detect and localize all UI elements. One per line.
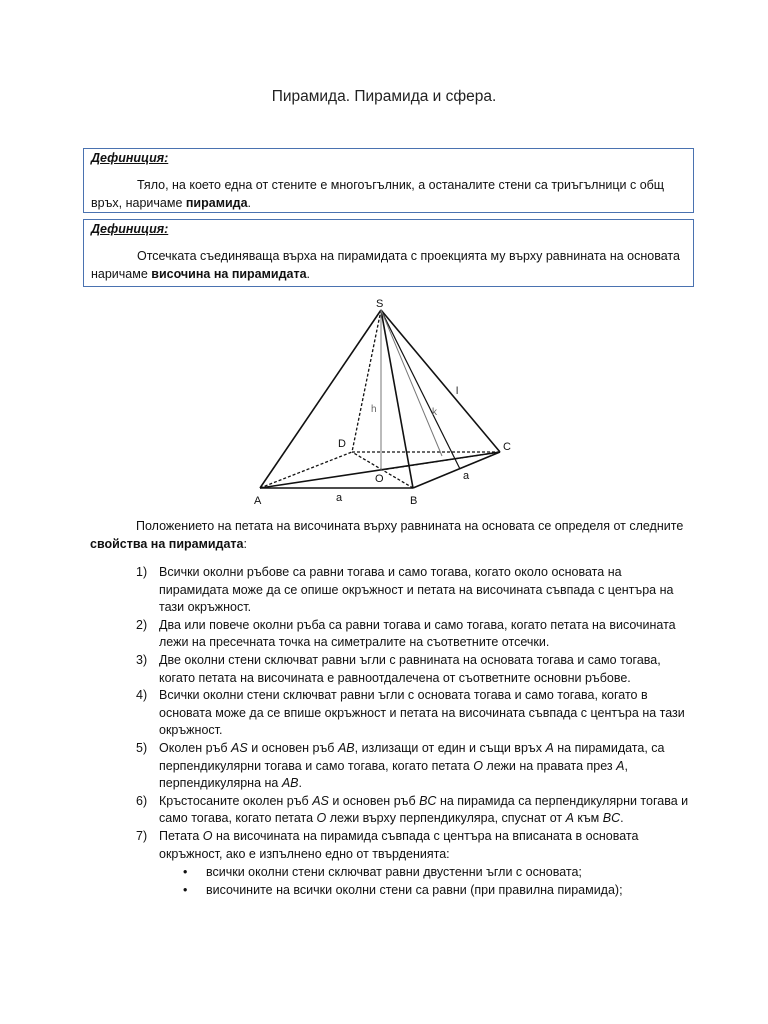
definition-text: Отсечката съединяваща върха на пирамидата с проекцията му върху равнината на основата наричаме височина на пирамидата.	[91, 249, 680, 281]
property-item: 5) Околен ръб AS и основен ръб AB, излизащи от един и същи връх A на пирамидата, са перпендикулярни тогава и само тогава, когато петата O лежи на правата през A, перпендикулярна на AB.	[136, 740, 665, 791]
edge-SB	[381, 310, 413, 488]
page-title: Пирамида. Пирамида и сфера.	[271, 88, 497, 105]
intro-term: свойства на пирамидата	[90, 537, 244, 551]
label-l: l	[456, 386, 459, 397]
property-item: 2) Два или повече околни ръба са равни тогава и само тогава, когато петата на височината лежи на пресечната точка на симетралите на съответните отсечки.	[136, 617, 676, 650]
slant-k	[381, 310, 442, 456]
definition-label: Дефиниция:	[91, 151, 169, 165]
label-D: D	[338, 438, 346, 450]
definition-box-pyramid	[83, 148, 694, 213]
property-item: 4) Всички околни стени сключват равни ъгли с основата тогава и само тогава, когато в основата може да се впише окръжност и петата на височината съвпада с центъра на тази окръжност.	[136, 688, 685, 738]
definition-label: Дефиниция:	[91, 222, 169, 236]
properties-list	[90, 564, 690, 899]
property-item: 6) Кръстосаните околен ръб AS и основен ръб BC на пирамида са перпендикулярни тогава и само тогава, когато петата O лежи върху перпендикуляра, спуснат от A към BC.	[136, 793, 689, 826]
bullet-item: • всички околни стени сключват равни двустенни ъгли с основата;	[183, 865, 582, 880]
bullet-item: • височините на всички околни стени са равни (при правилна пирамида);	[183, 883, 623, 898]
intro-paragraph: Положението на петата на височината върху равнината на основата се определя от следните свойства на пирамидата:	[90, 519, 684, 551]
label-h: h	[371, 404, 377, 415]
label-a-side: a	[463, 470, 470, 482]
label-k: k	[432, 407, 437, 418]
pyramid-figure	[250, 296, 520, 510]
label-O: O	[375, 473, 384, 485]
label-C: C	[503, 441, 511, 453]
label-A: A	[254, 495, 262, 507]
property-item: 1) Всички околни ръбове са равни тогава и само тогава, когато около основата на пирамидата може да се опише окръжност и петата на височината съвпада с центъра на тази окръжност.	[136, 565, 674, 615]
sub-bullet-list	[159, 863, 690, 899]
definition-term: пирамида	[185, 196, 248, 210]
edge-BC	[413, 452, 500, 488]
label-B: B	[410, 495, 418, 507]
property-item: 3) Две околни стени сключват равни ъгли с равнината на основата тогава и само тогава, когато петата на височината е равноотдалечена от съответните основни ръбове.	[136, 652, 661, 685]
label-S: S	[376, 298, 384, 310]
edge-AD	[260, 452, 352, 488]
definition-box-height	[83, 219, 694, 287]
definition-text: Тяло, на което една от стените е многоъгълник, а останалите стени са триъгълници с общ връх, наричаме пирамида.	[91, 178, 665, 210]
property-item: 7) Петата O на височината на пирамида съвпада с центъра на вписаната в основата окръжност, ако е изпълнено едно от твърденията: • всички околни стени сключват равни двустенни ъгли с основата; • височините на всички околни стени са равни (при правилна пирамида);	[90, 828, 690, 899]
definition-term: височина на пирамидата	[151, 267, 307, 281]
label-a-bottom: a	[336, 492, 343, 504]
